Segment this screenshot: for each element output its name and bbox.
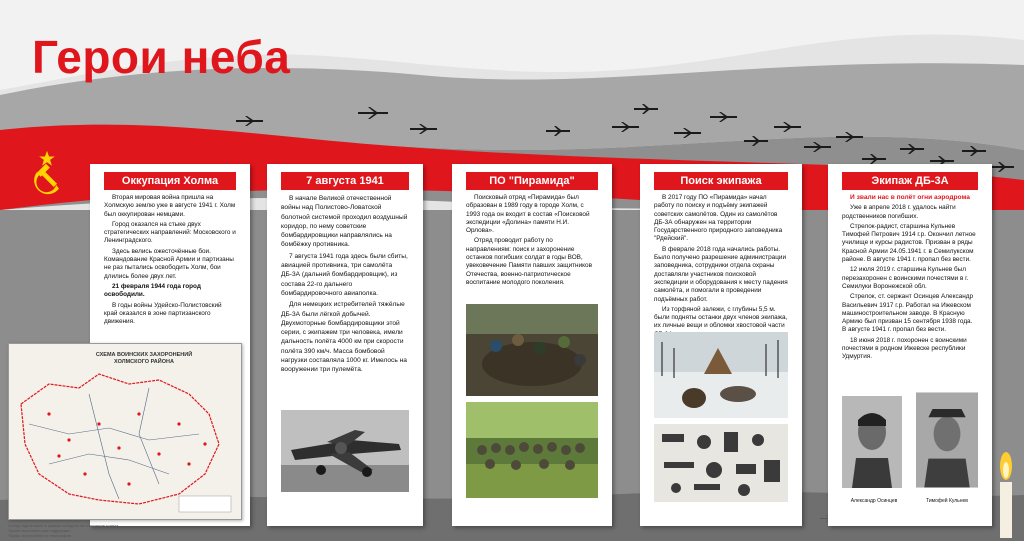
excavation-photo [466, 304, 598, 396]
panel-august-1941 [267, 164, 423, 526]
paragraph: 7 августа 1941 года здесь были сбиты, авиацией противника, три самолёта ДБ-3А (дальний бомбардировщик), из состава 22-го дальнего бомбардировочного авиаполка. [281, 252, 408, 297]
panel-header: Поиск экипажа [654, 172, 788, 190]
map-title: СХЕМА ВОИНСКИХ ЗАХОРОНЕНИЙ ХОЛМСКОГО РАЙОНА [95, 352, 193, 365]
footer-line: Стенд подготовлен в рамках конкурса на получение гранта... [8, 523, 122, 528]
paragraph: Отряд проводит работу по направлениям: поиск и захоронение останков погибших солдат в годы ВОВ, увековечение Памяти павших защитников Отечества, военно-патриотическое воспитание молодого поколения. [466, 237, 592, 286]
paragraph: Вторая мировая война пришла на Холмскую землю уже в августе 1941 г. Холм был оккупирован немцами. [104, 194, 236, 218]
paragraph: В годы войны Удейско-Полистовский край оказался в зоне партизанского движения. [104, 301, 222, 326]
hammer-sickle-star-icon [24, 150, 70, 196]
swamp-photo [654, 332, 788, 418]
artifacts-photo [654, 424, 788, 502]
panel-db3a-crew [828, 164, 992, 526]
panel-text [654, 194, 788, 341]
paragraph: 18 июня 2018 г. похоронен с воинскими почестями в родном Ижевске республики Удмуртия. [842, 336, 967, 361]
caption-kulnev: Тимофей Кульнев [926, 498, 968, 504]
portrait-osintsev [842, 396, 902, 488]
panel-header: Оккупация Холма [104, 172, 236, 190]
paragraph: 21 февраля 1944 года город освободили. [104, 282, 201, 299]
paragraph: Из торфяной залежи, с глубины 5,5 м. были подняты останки двух членов экипажа, их личные вещи и обломки хвостовой части [654, 305, 788, 330]
paragraph: Уже в апреле 2018 г. удалось найти родственников погибших. [842, 204, 956, 220]
paragraph: Город оказался на стыке двух стратегических направлений: Московского и Ленинградского. [104, 220, 236, 245]
bomber-photo [281, 410, 409, 492]
portrait-kulnev [916, 392, 978, 488]
paragraph: Здесь велись ожесточённые бои. Командование Красной Армии и партизаны не раз пытались освободить Холм, бои длились более двух лет. [104, 247, 234, 280]
panel-header: Экипаж ДБ-3А [842, 172, 978, 190]
paragraph: В 2017 году ПО «Пирамида» начал работу по поиску и подъёму экипажей советских самолётов. Один из самолётов ДБ-3А обнаружен на территории Государственного природного заповедника "Рдейский". [654, 194, 783, 243]
panel-text [104, 194, 236, 328]
panel-header: ПО "Пирамида" [466, 172, 598, 190]
burial-map [8, 343, 242, 520]
page-title: Герои неба [32, 31, 291, 83]
paragraph: Поисковый отряд «Пирамида» был образован в 1989 году в городе Холм, с 1993 года он входит в состав «Поисковой экспедиции «Долина» памяти Н.И. Орлова». [466, 194, 590, 235]
paragraph: 12 июля 2019 г. старшина Кульнев был перезахоронен с воинскими почестями в г. Семилуки Воронежской обл. [842, 266, 969, 290]
paragraph: В феврале 2018 года начались работы. Было получено разрешение администрации заповедника, сотрудники отдела охраны доставляли участников поисковой экспедиции и оборудования к месту падения самолёта, и помогали в проведении подъёмных работ. [654, 245, 788, 303]
panel-subheader: И звали нас в полёт огни аэродрома [850, 194, 970, 201]
footer-line: Тираж, изготовлено в типографии... [8, 533, 75, 538]
group-photo [466, 402, 598, 498]
panel-header: 7 августа 1941 [281, 172, 409, 190]
paragraph: Стрелок, ст. сержант Осинцев Александр Васильевич 1917 г.р. Работал на Ижевском машиностроительном заводе. В Красную Армию был призван 15 сентября 1938 года. В августе 1941 г. пропал без вести. [842, 293, 974, 334]
paragraph: Стрелок-радист, старшина Кульнев Тимофей Петрович 1914 г.р. Окончил летное училище и курсы радистов. Призван в ряды Красной Армии 24.05.1941 г. в Семилукском районе. В августе 1941 г. пропал без вести. [842, 222, 976, 264]
panel-text [281, 194, 409, 377]
panel-crew-search [640, 164, 802, 526]
district-map-drawing [9, 344, 241, 519]
panel-text [842, 194, 978, 364]
panel-piramida [452, 164, 612, 526]
panel-text [466, 194, 598, 289]
footer-credits [8, 523, 122, 538]
caption-osintsev: Александр Осинцев [850, 498, 898, 504]
footer-line: Проект выполнен при поддержке... [8, 528, 73, 533]
paragraph: Для немецких истребителей тяжёлые ДБ-3А были лёгкой добычей. Двухмоторные бомбардировщики этой серии, с экипажем три человека, имели дальность полёта 4000 км при скорости полёта 390 км/ч. Масса бомбовой нагрузки составляла 1000 кг. Имелось на вооружении три пулемёта. [281, 301, 407, 374]
paragraph: В начале Великой отечественной войны над Полистово-Ловатской болотной системой проходил воздушный коридор, по нему советские бомбардировщики направлялись на бомбёжку противника. [281, 195, 408, 249]
candle-icon [992, 448, 1020, 538]
